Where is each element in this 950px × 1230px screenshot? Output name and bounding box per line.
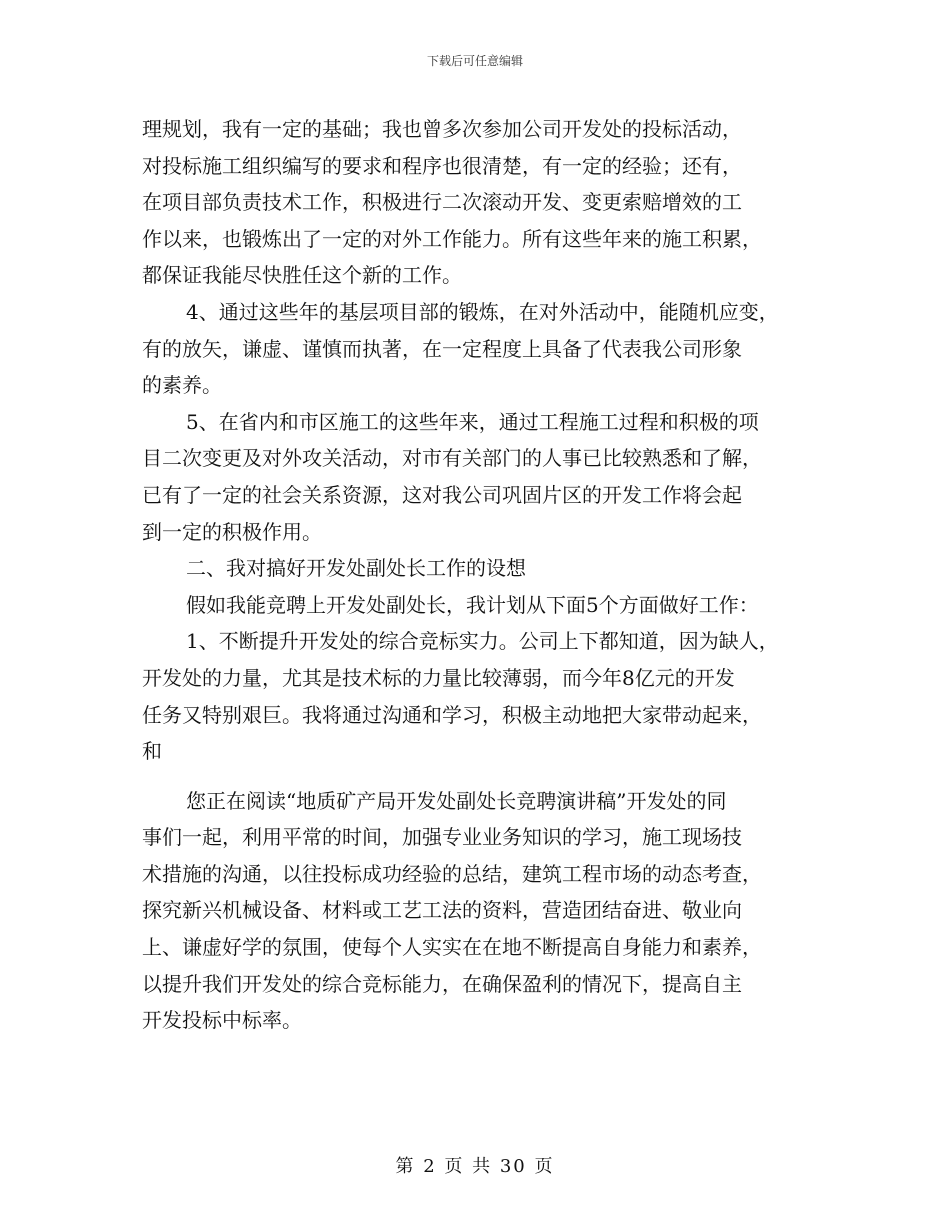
text-line: 二、我对搞好开发处副处长工作的设想 [186, 556, 526, 581]
text-line: 您正在阅读“地质矿产局开发处副处长竞聘演讲稿”开发处的同 [186, 788, 727, 813]
text-line: 目二次变更及对外攻关活动，对市有关部门的人事已比较熟悉和了解， [142, 446, 762, 471]
text-line: 已有了一定的社会关系资源，这对我公司巩固片区的开发工作将会起 [142, 482, 742, 507]
text-line: 术措施的沟通，以往投标成功经验的总结，建筑工程市场的动态考查， [142, 861, 762, 886]
text-line: 任务又特别艰巨。我将通过沟通和学习，积极主动地把大家带动起来， [142, 702, 762, 727]
text-line: 1、不断提升开发处的综合竞标实力。公司上下都知道，因为缺人， [186, 629, 779, 654]
text-line: 假如我能竞聘上开发处副处长，我计划从下面5个方面做好工作： [186, 592, 759, 617]
text-line: 都保证我能尽快胜任这个新的工作。 [142, 263, 462, 288]
text-line: 的素养。 [142, 373, 222, 398]
document-body [142, 111, 832, 1039]
text-line: 开发投标中标率。 [142, 1008, 302, 1033]
text-line: 在项目部负责技术工作，积极进行二次滚动开发、变更索赔增效的工 [142, 190, 742, 215]
page-footer: 第 2 页 共 30 页 [395, 1156, 555, 1177]
text-line: 探究新兴机械设备、材料或工艺工法的资料，营造团结奋进、敬业向 [142, 898, 742, 923]
text-line: 上、谦虚好学的氛围，使每个人实实在在地不断提高自身能力和素养， [142, 935, 762, 960]
text-line: 到一定的积极作用。 [142, 519, 322, 544]
page-header: 下载后可任意编辑 [426, 54, 523, 68]
text-line: 和 [142, 739, 162, 764]
text-line: 对投标施工组织编写的要求和程序也很清楚，有一定的经验；还有， [142, 153, 742, 178]
paragraph-gap [142, 770, 832, 783]
text-line: 5、在省内和市区施工的这些年来，通过工程施工过程和积极的项 [186, 409, 759, 434]
text-line: 理规划，我有一定的基础；我也曾多次参加公司开发处的投标活动， [142, 117, 742, 141]
text-line: 作以来，也锻炼出了一定的对外工作能力。所有这些年来的施工积累， [142, 226, 762, 251]
text-line: 事们一起，利用平常的时间，加强专业业务知识的学习，施工现场技 [142, 825, 742, 850]
text-line: 4、通过这些年的基层项目部的锻炼，在对外活动中，能随机应变， [186, 299, 779, 324]
text-line: 有的放矢，谦虚、谨慎而执著，在一定程度上具备了代表我公司形象 [142, 336, 742, 361]
text-line: 以提升我们开发处的综合竞标能力，在确保盈利的情况下，提高自主 [142, 971, 742, 996]
text-line: 开发处的力量，尤其是技术标的力量比较薄弱，而今年8亿元的开发 [142, 665, 735, 690]
